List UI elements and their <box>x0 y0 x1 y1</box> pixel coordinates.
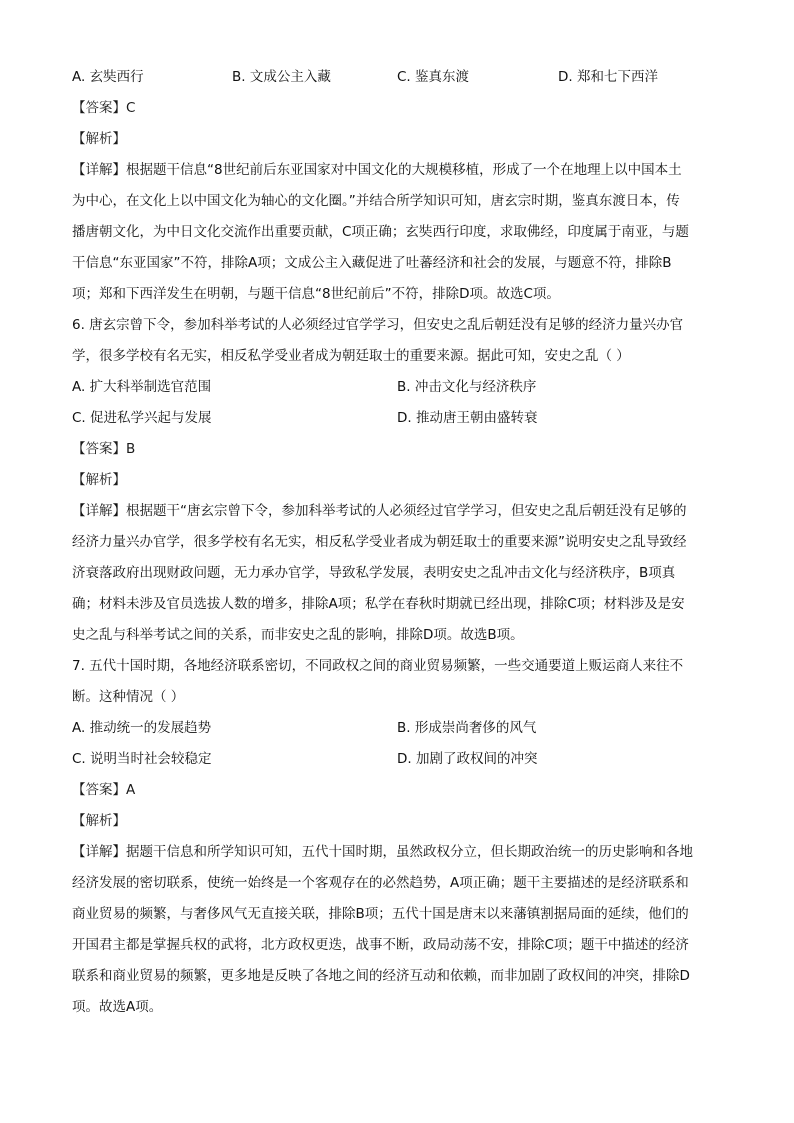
q5-detail-line: 项；郑和下西洋发生在明朝，与题干信息“8世纪前后”不符，排除D项。故选C项。 <box>72 286 560 302</box>
q6-detail-line: 经济力量兴办官学，很多学校有名无实，相反私学受业者成为朝廷取士的重要来源”说明安史之乱导致经 <box>72 534 687 550</box>
q6-option-c: C. 促进私学兴起与发展 <box>72 410 212 426</box>
q5-detail-line: 播唐朝文化，为中日文化交流作出重要贡献，C项正确；玄奘西行印度，求取佛经，印度属于南亚，与题 <box>72 224 689 240</box>
q5-detail <box>72 155 722 310</box>
q7-detail-line: 开国君主都是掌握兵权的武将，北方政权更迭，战事不断，政局动荡不安，排除C项；题干中描述的经济 <box>72 937 689 953</box>
q7-detail-line: 联系和商业贸易的频繁，更多地是反映了各地之间的经济互动和依赖，而非加剧了政权间的冲突，排除D <box>72 968 690 984</box>
q7-detail-line: 【详解】据题干信息和所学知识可知，五代十国时期，虽然政权分立，但长期政治统一的历史影响和各地 <box>72 844 693 860</box>
q5-detail-line: 干信息“东亚国家”不符，排除A项；文成公主入藏促进了吐蕃经济和社会的发展，与题意不符，排除B <box>72 255 672 271</box>
q5-option-c: C. 鉴真东渡 <box>397 69 470 85</box>
q7-analysis-label: 【解析】 <box>72 813 126 829</box>
q7-stem <box>72 651 722 713</box>
q6-detail-line: 济衰落政府出现财政问题，无力承办官学，导致私学发展，表明安史之乱冲击文化与经济秩序，B项真 <box>72 565 676 581</box>
q6-option-d: D. 推动唐王朝由盛转衰 <box>397 410 538 426</box>
document-page <box>72 62 722 1023</box>
q6-answer: 【答案】B <box>72 441 136 457</box>
q6-stem <box>72 310 722 372</box>
q6-stem-line: 学，很多学校有名无实，相反私学受业者成为朝廷取士的重要来源。据此可知，安史之乱（ ） <box>72 348 630 364</box>
q5-options <box>72 62 722 93</box>
q6-analysis-label: 【解析】 <box>72 472 126 488</box>
q6-detail <box>72 496 722 651</box>
q7-detail-line: 商业贸易的频繁，与奢侈风气无直接关联，排除B项；五代十国是唐末以来藩镇割据局面的延续，他们的 <box>72 906 689 922</box>
q6-option-b: B. 冲击文化与经济秩序 <box>397 379 537 395</box>
q7-options-row2 <box>72 744 722 775</box>
q7-detail-line: 经济发展的密切联系，使统一始终是一个客观存在的必然趋势，A项正确；题干主要描述的是经济联系和 <box>72 875 689 891</box>
q7-detail-line: 项。故选A项。 <box>72 999 163 1015</box>
q5-option-d: D. 郑和七下西洋 <box>558 69 658 85</box>
q7-option-a: A. 推动统一的发展趋势 <box>72 720 212 736</box>
q5-detail-line: 【详解】根据题干信息“8世纪前后东亚国家对中国文化的大规模移植，形成了一个在地理上以中国本土 <box>72 162 682 178</box>
q6-detail-line: 确；材料未涉及官员选拔人数的增多，排除A项；私学在春秋时期就已经出现，排除C项；材料涉及是安 <box>72 596 685 612</box>
q6-option-a: A. 扩大科举制选官范围 <box>72 379 212 395</box>
q6-options-row1 <box>72 372 722 403</box>
q5-detail-line: 为中心，在文化上以中国文化为轴心的文化圈。”并结合所学知识可知，唐玄宗时期，鉴真东渡日本，传 <box>72 193 680 209</box>
q7-option-d: D. 加剧了政权间的冲突 <box>397 751 538 767</box>
q6-detail-line: 【详解】根据题干“唐玄宗曾下令，参加科举考试的人必须经过官学学习，但安史之乱后朝廷没有足够的 <box>72 503 687 519</box>
q7-option-b: B. 形成崇尚奢侈的风气 <box>397 720 537 736</box>
q7-options-row1 <box>72 713 722 744</box>
q6-detail-line: 史之乱与科举考试之间的关系，而非安史之乱的影响，排除D项。故选B项。 <box>72 627 524 643</box>
q5-answer: 【答案】C <box>72 100 136 116</box>
q5-option-b: B. 文成公主入藏 <box>232 69 331 85</box>
q6-stem-line: 6. 唐玄宗曾下令，参加科举考试的人必须经过官学学习，但安史之乱后朝廷没有足够的经济力量兴办官 <box>72 317 684 333</box>
q6-options-row2 <box>72 403 722 434</box>
q7-stem-line: 7. 五代十国时期，各地经济联系密切，不同政权之间的商业贸易频繁，一些交通要道上贩运商人来往不 <box>72 658 684 674</box>
q5-option-a: A. 玄奘西行 <box>72 69 144 85</box>
q5-analysis-label: 【解析】 <box>72 131 126 147</box>
q7-stem-line: 断。这种情况（ ） <box>72 689 185 705</box>
q7-answer: 【答案】A <box>72 782 136 798</box>
q7-option-c: C. 说明当时社会较稳定 <box>72 751 212 767</box>
q7-detail <box>72 837 722 1023</box>
